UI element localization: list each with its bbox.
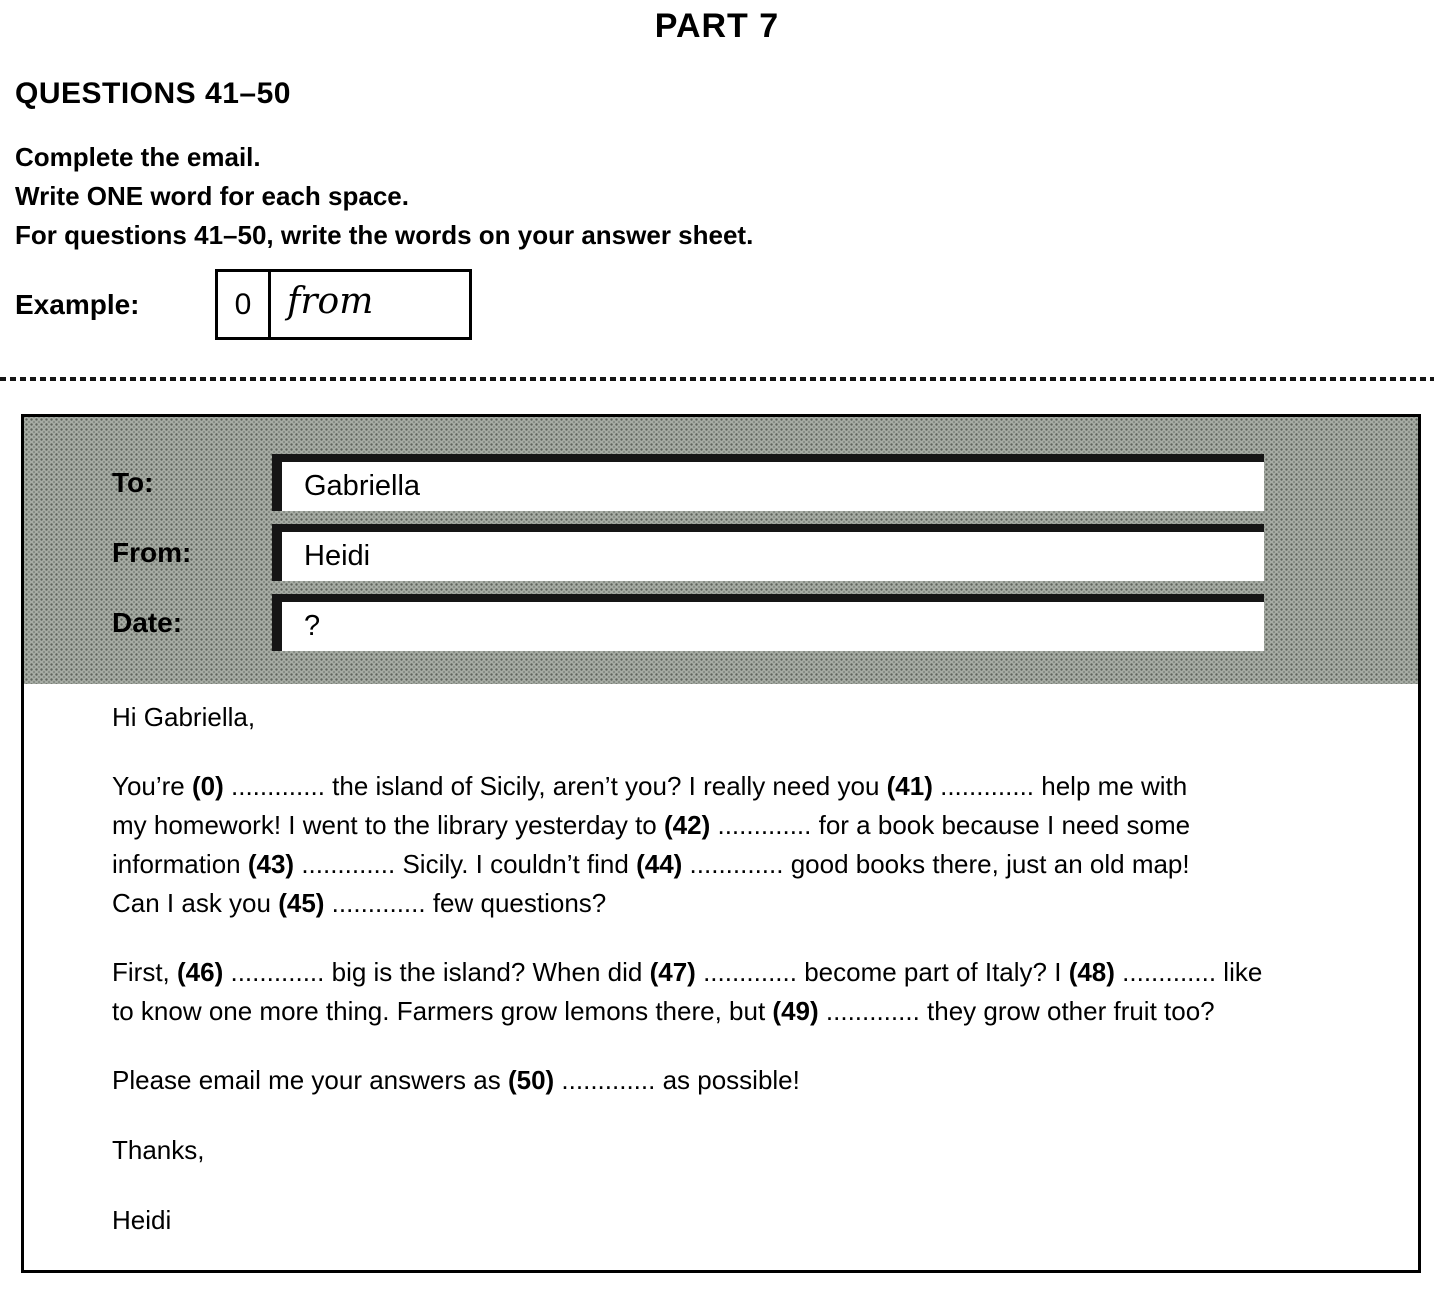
email-text-line: First, (46) ............. big is the island? When did (47) ............. become part of Italy? I (48) ............. like [112, 957, 1263, 987]
example-label: Example: [15, 288, 140, 320]
field-value-from: Heidi [272, 524, 1264, 581]
blank-50: (50) ............. [507, 1065, 656, 1095]
dashed-divider [0, 377, 1434, 381]
blank-43: (43) ............. [247, 849, 396, 879]
instructions [15, 138, 1434, 255]
email-paragraph-3 [112, 1061, 1378, 1100]
email-box [21, 414, 1421, 1273]
example-box [215, 269, 472, 340]
instruction-line: Complete the email. [15, 142, 261, 172]
email-text-line: You’re (0) ............. the island of Sicily, aren’t you? I really need you (41) ............. help me with [112, 771, 1188, 801]
field-label-from: From: [112, 536, 192, 568]
field-value-date: ? [272, 594, 1264, 651]
email-field-row-from [112, 524, 1264, 581]
questions-heading: QUESTIONS 41–50 [15, 77, 291, 110]
instruction-line: Write ONE word for each space. [15, 181, 409, 211]
email-closing: Thanks, [112, 1135, 205, 1165]
email-header [24, 417, 1418, 684]
instruction-line: For questions 41–50, write the words on your answer sheet. [15, 220, 754, 250]
email-signature: Heidi [112, 1205, 172, 1235]
email-field-row-to [112, 454, 1264, 511]
blank-42: (42) ............. [664, 810, 812, 840]
email-text-line: information (43) ............. Sicily. I couldn’t find (44) ............. good books there, just an old map! [112, 849, 1190, 879]
email-paragraph-1 [112, 767, 1378, 923]
blank-47: (47) ............. [649, 957, 797, 987]
blank-0: (0) ............. [192, 771, 325, 801]
part-title: PART 7 [654, 7, 780, 45]
field-value-to: Gabriella [272, 454, 1264, 511]
blank-48: (48) ............. [1068, 957, 1217, 987]
email-greeting: Hi Gabriella, [112, 702, 256, 732]
email-field-row-date [112, 594, 1264, 651]
example-answer-handwritten: from [287, 281, 374, 322]
email-body [24, 684, 1418, 1270]
field-label-to: To: [112, 466, 154, 498]
blank-41: (41) ............. [886, 771, 1035, 801]
blank-46: (46) ............. [177, 957, 325, 987]
field-label-date: Date: [112, 606, 183, 638]
email-text-line: to know one more thing. Farmers grow lemons there, but (49) ............. they grow other fruit too? [112, 996, 1215, 1026]
blank-45: (45) ............. [278, 888, 426, 918]
email-text-line: my homework! I went to the library yesterday to (42) ............. for a book because I need some [112, 810, 1191, 840]
example-number-cell: 0 [218, 272, 271, 337]
email-text-line: Can I ask you (45) ............. few questions? [112, 888, 607, 918]
email-text-line: Please email me your answers as (50) ............. as possible! [112, 1065, 800, 1095]
example-row [15, 272, 1434, 337]
blank-44: (44) ............. [636, 849, 784, 879]
email-paragraph-2 [112, 953, 1378, 1031]
blank-49: (49) ............. [772, 996, 920, 1026]
